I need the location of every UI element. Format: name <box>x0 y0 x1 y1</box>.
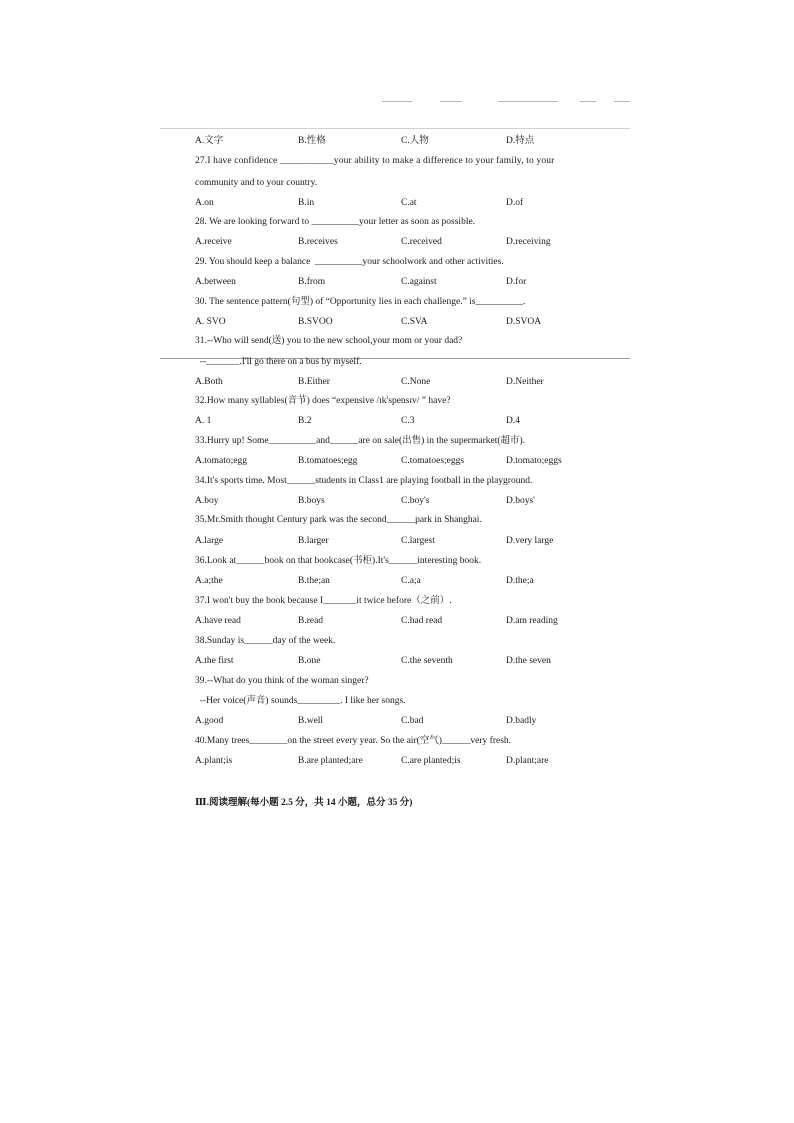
q33-stem: 33.Hurry up! Some__________and______are on sale(出售) in the supermarket(超市). <box>195 436 526 446</box>
option-a[interactable]: A.receive <box>195 237 232 247</box>
option-a[interactable]: A.tomato;egg <box>195 456 247 466</box>
q37-options <box>195 614 625 628</box>
option-c[interactable]: C.against <box>401 277 437 287</box>
option-a[interactable]: A.Both <box>195 377 223 387</box>
option-d[interactable]: D.receiving <box>506 237 551 247</box>
q31-response: --_______.I'll go there on a bus by myself. <box>195 357 362 367</box>
option-b[interactable]: B.Either <box>298 377 330 387</box>
q36-stem: 36.Look at______book on that bookcase(书柜).It's______interesting book. <box>195 556 482 566</box>
option-c[interactable]: C.tomatoes;eggs <box>401 456 465 466</box>
option-d[interactable]: D.of <box>506 198 524 208</box>
option-a[interactable]: A. SVO <box>195 317 226 327</box>
option-c[interactable]: C.largest <box>401 536 435 546</box>
q36-options <box>195 574 625 588</box>
option-c[interactable]: C.None <box>401 377 431 387</box>
q39-stem: 39.--What do you think of the woman singer? <box>195 676 369 686</box>
option-b[interactable]: B.boys <box>298 496 325 506</box>
q38-stem: 38.Sunday is______day of the week. <box>195 636 336 646</box>
option-d[interactable]: D.Neither <box>506 377 544 387</box>
q32-stem: 32.How many syllables(音节) does “expensive /ɪk'spensɪv/ ” have? <box>195 396 451 406</box>
option-a[interactable]: A.large <box>195 536 224 546</box>
q30-stem: 30. The sentence pattern(句型) of “Opportunity lies in each challenge.” is__________. <box>195 297 526 307</box>
q28-options <box>195 235 625 249</box>
option-d[interactable]: D.plant;are <box>506 756 549 766</box>
option-b[interactable]: B.one <box>298 656 321 666</box>
scan-mark <box>614 101 630 102</box>
q27-options <box>195 196 625 210</box>
option-b[interactable]: B.receives <box>298 237 338 247</box>
q39-options <box>195 714 625 728</box>
q27-stem-cont: community and to your country. <box>195 178 318 188</box>
option-b[interactable]: B.SVOO <box>298 317 333 327</box>
q33-options <box>195 454 625 468</box>
q35-options <box>195 534 625 548</box>
q34-options <box>195 494 625 508</box>
option-a[interactable]: A.文字 <box>195 136 224 146</box>
option-a[interactable]: A.the first <box>195 656 234 666</box>
option-c[interactable]: C.SVA <box>401 317 428 327</box>
option-d[interactable]: D.SVOA <box>506 317 542 327</box>
q39-response: --Her voice(声音) sounds_________. I like her songs. <box>195 696 406 706</box>
section-heading: Ⅲ.阅读理解(每小题 2.5 分，共 14 小题，总分 35 分) <box>195 798 413 808</box>
q40-options <box>195 754 625 768</box>
option-a[interactable]: A.good <box>195 716 224 726</box>
option-d[interactable]: D.the;a <box>506 576 534 586</box>
option-d[interactable]: D.boys' <box>506 496 535 506</box>
option-b[interactable]: B.2 <box>298 416 312 426</box>
q31-stem: 31.--Who will send(送) you to the new school,your mom or your dad? <box>195 336 463 346</box>
option-c[interactable]: C.are planted;is <box>401 756 461 766</box>
option-a[interactable]: A.a;the <box>195 576 223 586</box>
option-d[interactable]: D.for <box>506 277 527 287</box>
option-d[interactable]: D.tomato;eggs <box>506 456 562 466</box>
option-d[interactable]: D.4 <box>506 416 520 426</box>
q32-options <box>195 414 625 428</box>
q27-stem: 27.I have confidence ___________your ability to make a difference to your family, to your <box>195 156 555 166</box>
q31-options <box>195 375 625 389</box>
option-d[interactable]: D.the seven <box>506 656 551 666</box>
option-c[interactable]: C.boy's <box>401 496 430 506</box>
option-c[interactable]: C.had read <box>401 616 443 626</box>
option-a[interactable]: A.boy <box>195 496 219 506</box>
option-c[interactable]: C.3 <box>401 416 415 426</box>
scan-mark <box>498 101 558 102</box>
q29-options <box>195 275 625 289</box>
q34-stem: 34.It's sports time. Most______students in Class1 are playing football in the playground. <box>195 476 533 486</box>
scan-mark <box>440 101 462 102</box>
scan-mark <box>382 101 412 102</box>
option-b[interactable]: B.性格 <box>298 136 326 146</box>
q26-options <box>195 134 625 148</box>
option-b[interactable]: B.the;an <box>298 576 330 586</box>
option-c[interactable]: C.at <box>401 198 417 208</box>
q29-stem: 29. You should keep a balance __________your schoolwork and other activities. <box>195 257 504 267</box>
q37-stem: 37.I won't buy the book because I_______it twice before（之前）. <box>195 596 452 606</box>
q40-stem: 40.Many trees________on the street every year. So the air(空气)______very fresh. <box>195 736 512 746</box>
option-b[interactable]: B.from <box>298 277 326 287</box>
option-d[interactable]: D.very large <box>506 536 554 546</box>
scan-mark <box>160 128 630 129</box>
option-b[interactable]: B.are planted;are <box>298 756 363 766</box>
option-d[interactable]: D.badly <box>506 716 537 726</box>
option-d[interactable]: D.am reading <box>506 616 558 626</box>
option-b[interactable]: B.well <box>298 716 324 726</box>
option-c[interactable]: C.the seventh <box>401 656 453 666</box>
option-b[interactable]: B.read <box>298 616 324 626</box>
option-b[interactable]: B.larger <box>298 536 329 546</box>
option-b[interactable]: B.in <box>298 198 315 208</box>
option-c[interactable]: C.a;a <box>401 576 421 586</box>
option-c[interactable]: C.received <box>401 237 442 247</box>
q30-options <box>195 315 625 329</box>
option-a[interactable]: A.have read <box>195 616 241 626</box>
option-a[interactable]: A. 1 <box>195 416 212 426</box>
option-a[interactable]: A.between <box>195 277 236 287</box>
option-a[interactable]: A.plant;is <box>195 756 233 766</box>
q38-options <box>195 654 625 668</box>
q35-stem: 35.Mr.Smith thought Century park was the second______park in Shanghai. <box>195 515 482 525</box>
scan-mark <box>580 101 596 102</box>
option-b[interactable]: B.tomatoes;egg <box>298 456 358 466</box>
option-a[interactable]: A.on <box>195 198 214 208</box>
option-c[interactable]: C.bad <box>401 716 424 726</box>
option-d[interactable]: D.特点 <box>506 136 535 146</box>
option-c[interactable]: C.人物 <box>401 136 429 146</box>
q28-stem: 28. We are looking forward to __________your letter as soon as possible. <box>195 217 476 227</box>
